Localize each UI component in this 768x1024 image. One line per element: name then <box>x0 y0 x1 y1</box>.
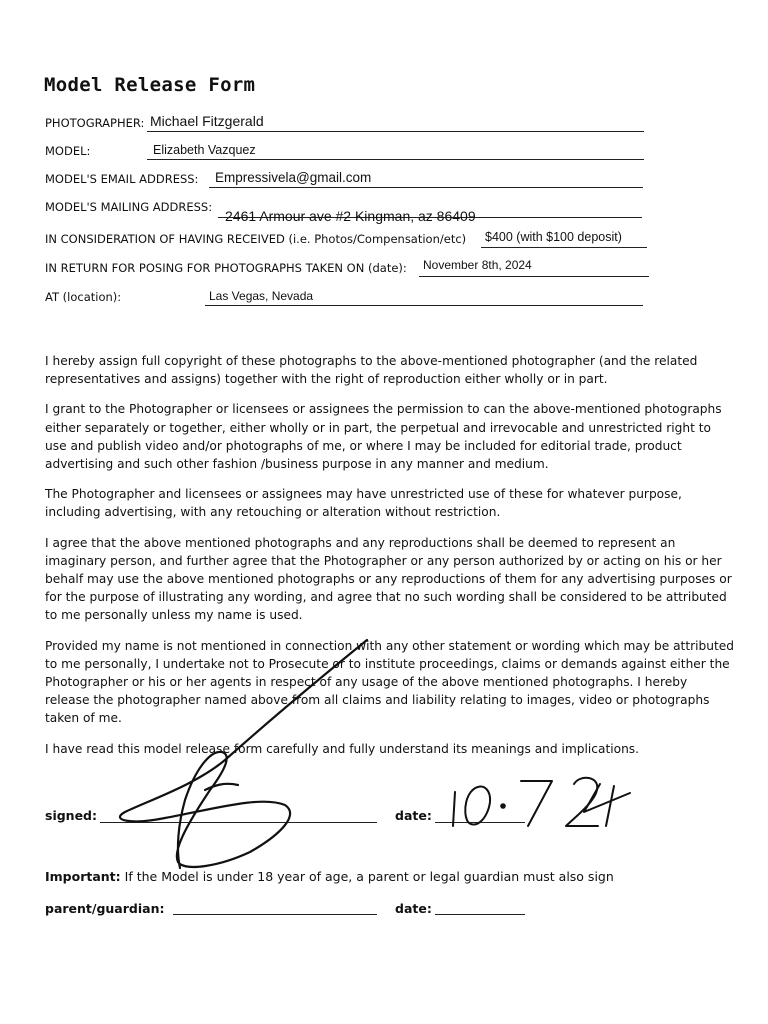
consideration-value[interactable]: $400 (with $100 deposit) <box>485 230 622 244</box>
signature-date-label: date: <box>395 808 432 823</box>
paragraph-release-claims: Provided my name is not mentioned in connection with any other statement or wording which may be attributed to me personally, I undertake not to Prosecute or to institute proceedings, claims or demands against either the Photographer or his or her agents in respect of any usage of the above mentioned photographs. I hereby release the photographer named above from all claims and liability relating to images, video or photographs taken of me. <box>45 638 734 726</box>
signature-date-line[interactable] <box>435 822 525 823</box>
signature-line[interactable] <box>100 822 377 823</box>
consideration-field <box>45 224 649 248</box>
handwritten-date <box>453 778 630 826</box>
signed-label: signed: <box>45 808 97 823</box>
consideration-line <box>481 247 647 248</box>
email-line <box>209 187 643 188</box>
location-value[interactable]: Las Vegas, Nevada <box>209 289 314 303</box>
guardian-date-label: date: <box>395 901 432 916</box>
email-value[interactable]: Empressivela@gmail.com <box>215 170 372 185</box>
important-note <box>45 869 614 884</box>
important-text: If the Model is under 18 year of age, a parent or legal guardian must also sign <box>120 869 614 884</box>
form-title: Model Release Form <box>44 74 256 96</box>
email-field <box>45 164 645 188</box>
guardian-date-line[interactable] <box>435 914 525 915</box>
guardian-label: parent/guardian: <box>45 901 165 916</box>
date-taken-value[interactable]: November 8th, 2024 <box>423 258 532 272</box>
mailing-address-value[interactable]: 2461 Armour ave #2 Kingman, az 86409 <box>225 208 476 224</box>
consideration-label: IN CONSIDERATION OF HAVING RECEIVED (i.e. Photos/Compensation/etc) <box>45 232 467 246</box>
photographer-value[interactable]: Michael Fitzgerald <box>150 113 264 129</box>
location-field <box>45 282 645 306</box>
guardian-signature-line[interactable] <box>173 914 377 915</box>
paragraph-grant: I grant to the Photographer or licensees or assignees the permission to can the above-mentioned photographs either separately or together, either wholly or in part, the perpetual and irrevocable and unrestricted right to use and publish video and/or photographs of me, or where I may be included for editorial trade, product advertising and such other fashion /business purpose in any manner and medium. <box>45 402 722 472</box>
location-label: AT (location): <box>45 290 122 304</box>
model-label: MODEL: <box>45 144 91 158</box>
location-line <box>205 305 643 306</box>
paragraph-imaginary-person: I agree that the above mentioned photographs and any reproductions shall be deemed to represent an imaginary person, and further agree that the Photographer or any person authorized by or acting on his or her behalf may use the above mentioned photographs or any reproductions of them for any advertising purposes or for the purpose of illustrating any wording, and agree that no such wording shall be considered to be attributed to me personally unless my name is used. <box>45 535 732 623</box>
mailing-address-label: MODEL'S MAILING ADDRESS: <box>45 200 213 214</box>
photographer-line <box>147 131 644 132</box>
photographer-label: PHOTOGRAPHER: <box>45 116 145 130</box>
date-taken-field <box>45 253 651 277</box>
paragraph-acknowledgement: I have read this model release form carefully and fully understand its meanings and implications. <box>45 741 640 756</box>
model-line <box>147 159 644 160</box>
model-field <box>45 136 645 160</box>
paragraph-unrestricted-use: The Photographer and licensees or assignees may have unrestricted use of these for whatever purpose, including advertising, with any retouching or alteration without restriction. <box>45 487 682 520</box>
date-taken-label: IN RETURN FOR POSING FOR PHOTOGRAPHS TAKEN ON (date): <box>45 261 407 275</box>
photographer-field <box>45 108 645 132</box>
date-taken-line <box>419 276 649 277</box>
model-value[interactable]: Elizabeth Vazquez <box>153 143 256 157</box>
paragraph-copyright: I hereby assign full copyright of these photographs to the above-mentioned photographer (and the related representatives and assigns) together with the right of reproduction either wholly or in part. <box>45 354 698 387</box>
important-label: Important: <box>45 869 121 884</box>
release-body <box>45 352 735 770</box>
mailing-address-field <box>45 194 645 224</box>
email-label: MODEL'S EMAIL ADDRESS: <box>45 172 199 186</box>
